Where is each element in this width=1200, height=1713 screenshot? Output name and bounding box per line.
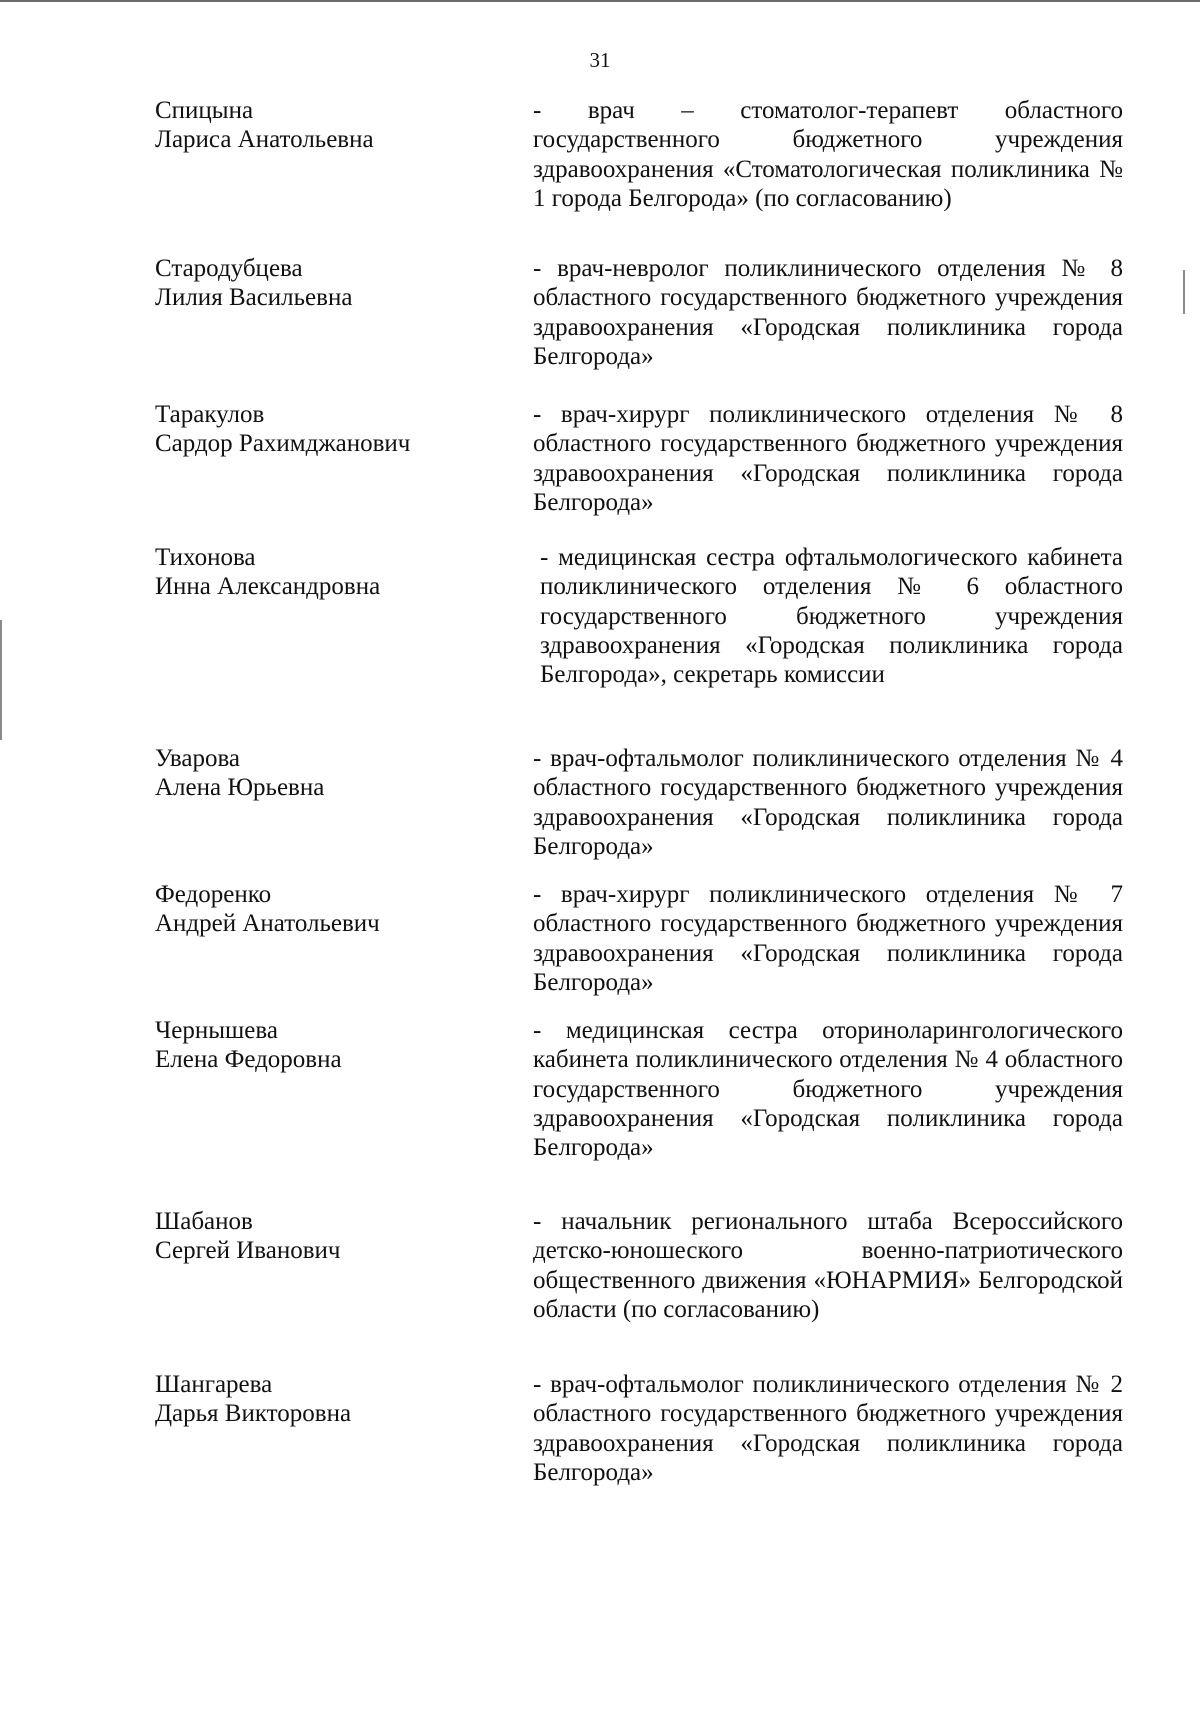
- member-role: - врач-невролог поликлинического отделения № 8 областного государственного бюджетного учреждения здравоохранения «Городская поликлиника города Белгорода»: [533, 255, 1123, 370]
- member-person: [155, 1016, 495, 1074]
- member-given-name: Сардор Рахимджанович: [155, 430, 411, 457]
- member-role: - медицинская сестра офтальмологического кабинета поликлинического отделения № 6 областного государственного бюджетного учреждения здравоохранения «Городская поликлиника города Белгорода», секретарь комиссии: [540, 544, 1123, 689]
- member-role: - врач-хирург поликлинического отделения № 7 областного государственного бюджетного учреждения здравоохранения «Городская поликлиника города Белгорода»: [533, 881, 1123, 996]
- page-number: 31: [589, 48, 611, 72]
- member-surname: Шабанов: [155, 1208, 253, 1235]
- member-given-name: Лилия Васильевна: [155, 284, 353, 311]
- member-role: - медицинская сестра оториноларингологического кабинета поликлинического отделения № 4 областного государственного бюджетного учреждения здравоохранения «Городская поликлиника города Белгорода»: [533, 1017, 1123, 1162]
- scan-edge-top: [0, 0, 1200, 2]
- member-given-name: Алена Юрьевна: [155, 774, 325, 801]
- member-surname: Шангарева: [155, 1371, 273, 1398]
- member-surname: Стародубцева: [155, 255, 303, 282]
- member-person: [155, 744, 495, 802]
- member-surname: Тихонова: [155, 544, 256, 571]
- member-surname: Чернышева: [155, 1017, 278, 1044]
- member-role: - начальник регионального штаба Всероссийского детско-юношеского военно-патриотического общественного движения «ЮНАРМИЯ» Белгородской области (по согласованию): [533, 1208, 1123, 1323]
- member-person: [155, 400, 495, 458]
- member-person: [155, 254, 495, 312]
- member-role: - врач – стоматолог-терапевт областного государственного бюджетного учреждения здравоохранения «Стоматологическая поликлиника № 1 города Белгорода» (по согласованию): [533, 97, 1123, 212]
- member-given-name: Елена Федоровна: [155, 1046, 342, 1073]
- member-given-name: Сергей Иванович: [155, 1237, 341, 1264]
- member-surname: Спицына: [155, 97, 254, 124]
- member-surname: Федоренко: [155, 881, 272, 908]
- member-person: [155, 1207, 495, 1265]
- member-role: - врач-офтальмолог поликлинического отделения № 2 областного государственного бюджетного учреждения здравоохранения «Городская поликлиника города Белгорода»: [533, 1371, 1123, 1486]
- member-person: [155, 880, 495, 938]
- scan-edge-left: [0, 620, 2, 740]
- member-surname: Таракулов: [155, 401, 265, 428]
- member-person: [155, 96, 495, 154]
- member-person: [155, 543, 495, 601]
- member-given-name: Инна Александровна: [155, 573, 381, 600]
- member-surname: Уварова: [155, 745, 241, 772]
- member-role: - врач-хирург поликлинического отделения № 8 областного государственного бюджетного учреждения здравоохранения «Городская поликлиника города Белгорода»: [533, 401, 1123, 516]
- member-role: - врач-офтальмолог поликлинического отделения № 4 областного государственного бюджетного учреждения здравоохранения «Городская поликлиника города Белгорода»: [533, 745, 1123, 860]
- member-given-name: Андрей Анатольевич: [155, 910, 380, 937]
- member-person: [155, 1370, 495, 1428]
- member-given-name: Дарья Викторовна: [155, 1400, 352, 1427]
- member-given-name: Лариса Анатольевна: [155, 126, 374, 153]
- scan-edge-right: [1183, 270, 1185, 314]
